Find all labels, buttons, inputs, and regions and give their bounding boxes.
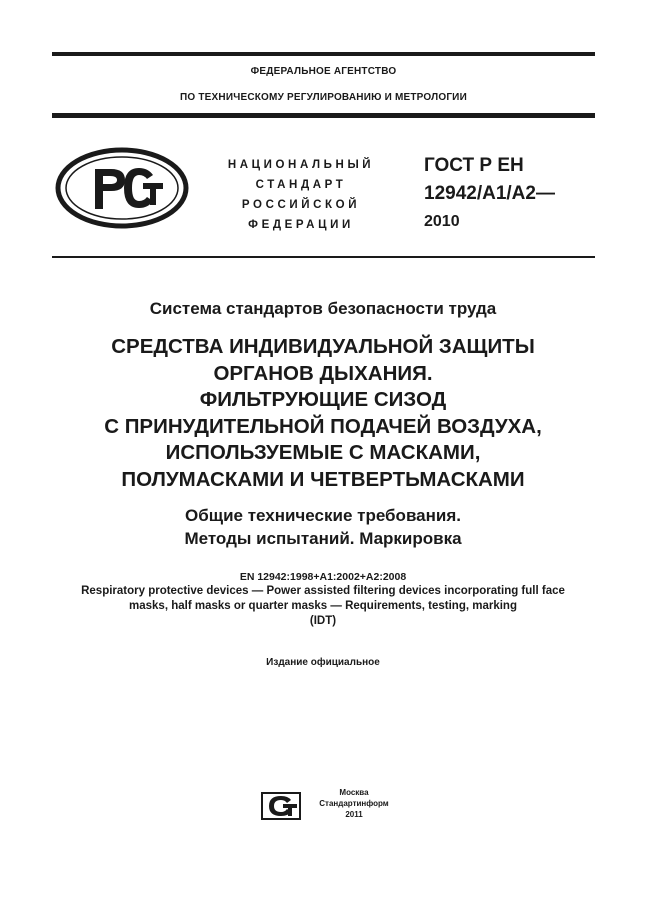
- en-title-line: Respiratory protective devices — Power assisted filtering devices incorporating full face: [81, 585, 565, 597]
- agency-line-2: ПО ТЕХНИЧЕСКОМУ РЕГУЛИРОВАНИЮ И МЕТРОЛОГИИ: [180, 92, 467, 103]
- agency-line-1: ФЕДЕРАЛЬНОЕ АГЕНТСТВО: [250, 66, 397, 77]
- main-title-line: ФИЛЬТРУЮЩИЕ СИЗОД: [199, 388, 447, 411]
- main-title: [30, 334, 616, 493]
- rst-certification-mark-icon: [55, 147, 189, 229]
- en-title: [30, 584, 616, 629]
- publisher-name: Стандартинформ: [319, 799, 389, 808]
- national-line: РОССИЙСКОЙ: [241, 199, 361, 211]
- national-standard-label: [212, 155, 390, 235]
- en-code: EN 12942:1998+A1:2002+A2:2008: [239, 571, 407, 583]
- standartinform-logo-icon: [261, 792, 301, 820]
- publisher-city: Москва: [339, 788, 369, 797]
- en-title-line: masks, half masks or quarter masks — Requirements, testing, marking: [129, 600, 517, 612]
- top-rule: [52, 52, 595, 56]
- header-rule: [52, 113, 595, 118]
- main-title-line: ОРГАНОВ ДЫХАНИЯ.: [213, 361, 433, 385]
- designation-line-1: ГОСТ Р ЕН: [424, 155, 524, 176]
- main-title-line: ИСПОЛЬЗУЕМЫЕ С МАСКАМИ,: [165, 441, 481, 464]
- designation-year: 2010: [424, 213, 460, 230]
- system-title: Система стандартов безопасности труда: [149, 299, 497, 318]
- en-title-line: (IDT): [309, 615, 337, 627]
- standard-designation: [424, 152, 555, 236]
- subtitle: [30, 504, 616, 550]
- main-title-line: ПОЛУМАСКАМИ И ЧЕТВЕРТЬМАСКАМИ: [121, 467, 525, 491]
- designation-line-2: 12942/A1/A2—: [424, 183, 555, 204]
- subtitle-line: Общие технические требования.: [185, 506, 461, 525]
- main-title-line: С ПРИНУДИТЕЛЬНОЙ ПОДАЧЕЙ ВОЗДУХА,: [104, 414, 542, 438]
- publisher-year: 2011: [345, 810, 363, 819]
- edition-label: Издание официальное: [266, 657, 380, 668]
- standard-rule: [52, 256, 595, 258]
- national-line: СТАНДАРТ: [255, 179, 347, 191]
- main-title-line: СРЕДСТВА ИНДИВИДУАЛЬНОЙ ЗАЩИТЫ: [111, 335, 535, 358]
- national-line: ФЕДЕРАЦИИ: [248, 219, 354, 231]
- national-line: НАЦИОНАЛЬНЫЙ: [227, 159, 375, 171]
- subtitle-line: Методы испытаний. Маркировка: [184, 529, 462, 548]
- publisher-info: [308, 787, 400, 820]
